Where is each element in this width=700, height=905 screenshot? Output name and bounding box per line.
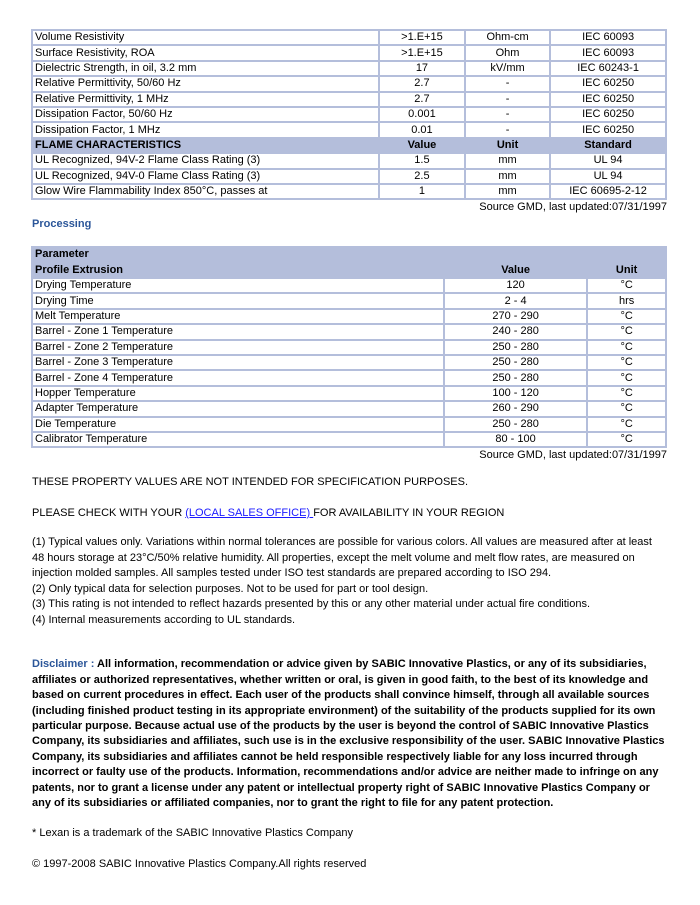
- flame-section-title: FLAME CHARACTERISTICS: [33, 139, 378, 152]
- property-value: 17: [380, 62, 464, 75]
- disclaimer: [32, 657, 667, 811]
- table-row: [33, 325, 665, 338]
- parameter-unit: °C: [588, 325, 665, 338]
- table-row: [33, 310, 665, 323]
- property-unit: kV/mm: [466, 62, 549, 75]
- footnote-1: (1) Typical values only. Variations within normal tolerances are possible for various colors. All values are measured after at least 48 hours storage at 23°C/50% relative humidity. All properties, except the melt volume and melt flow rates, are measured on injection molded samples. All samples tested under ISO test standards are prepared according to ISO 294.: [32, 536, 652, 580]
- property-value: >1.E+15: [380, 46, 464, 59]
- parameter-header: Parameter: [33, 248, 665, 261]
- parameter-value: 250 - 280: [445, 418, 586, 431]
- trademark-note: * Lexan is a trademark of the SABIC Innovative Plastics Company: [32, 827, 353, 840]
- parameter-value: 250 - 280: [445, 371, 586, 384]
- parameter-unit: °C: [588, 433, 665, 446]
- parameter-value: 250 - 280: [445, 356, 586, 369]
- footnotes: [32, 535, 667, 628]
- property-unit: mm: [466, 154, 549, 167]
- parameter-value: 270 - 290: [445, 310, 586, 323]
- parameter-unit: °C: [588, 387, 665, 400]
- property-value: 1.5: [380, 154, 464, 167]
- parameter-value: 80 - 100: [445, 433, 586, 446]
- source-note: Source GMD, last updated:07/31/1997: [479, 201, 667, 214]
- standard-column-header: Standard: [551, 139, 665, 152]
- disclaimer-text: All information, recommendation or advice given by SABIC Innovative Plastics, or any of its subsidiaries, affiliates or authorized representatives, whether written or oral, is given in good faith, to the best of its knowledge and based on current procedures in effect. Each user of the products shall convince himself, through all available sources (including finished product testing in its appropriate environment) of the suitability of the products supplied for its own particular purpose. Because actual use of the products by the user is beyond the control of SABIC Innovative Plastics Company, its subsidiaries and affiliates, such use is in the exclusive responsibility of the user. SABIC Innovative Plastics Company, its subsidiaries and affiliates cannot be held responsible respectively liable for any loss incurred through incorrect or faulty use of the products. Information, recommendations and/or advice are neither made to infringe on any patents, nor to grant a license under any patent or intellectual property right of SABIC Innovative Plastics Company or any of its subsidiaries or affiliated companies, nor to grant the right to file for any patent protection.: [32, 658, 665, 810]
- parameter-name: Barrel - Zone 3 Temperature: [33, 356, 443, 369]
- value-column-header: Value: [380, 139, 464, 152]
- property-standard: IEC 60250: [551, 108, 665, 121]
- table-row: [33, 108, 665, 121]
- property-unit: -: [466, 77, 549, 90]
- parameter-name: Hopper Temperature: [33, 387, 443, 400]
- availability-suffix: FOR AVAILABILITY IN YOUR REGION: [313, 506, 505, 519]
- disclaimer-label: Disclaimer :: [32, 658, 98, 671]
- table-row: [33, 279, 665, 292]
- property-name: Relative Permittivity, 50/60 Hz: [33, 77, 378, 90]
- table-row: [33, 170, 665, 183]
- property-name: Volume Resistivity: [33, 31, 378, 44]
- parameter-value: 250 - 280: [445, 341, 586, 354]
- footnote-4: (4) Internal measurements according to UL standards.: [32, 613, 296, 626]
- property-standard: UL 94: [551, 154, 665, 167]
- parameter-name: Melt Temperature: [33, 310, 443, 323]
- footnote-3: (3) This rating is not intended to reflect hazards presented by this or any other material under actual fire conditions.: [32, 598, 591, 611]
- property-standard: IEC 60243-1: [551, 62, 665, 75]
- table-row: [33, 371, 665, 384]
- value-column-header: Value: [445, 264, 586, 277]
- parameter-name: Die Temperature: [33, 418, 443, 431]
- property-value: 2.5: [380, 170, 464, 183]
- property-value: 0.01: [380, 123, 464, 136]
- property-name: Dissipation Factor, 1 MHz: [33, 123, 378, 136]
- parameter-unit: °C: [588, 310, 665, 323]
- parameter-name: Calibrator Temperature: [33, 433, 443, 446]
- property-value: 2.7: [380, 93, 464, 106]
- property-name: UL Recognized, 94V-2 Flame Class Rating (3): [33, 154, 378, 167]
- property-value: 2.7: [380, 77, 464, 90]
- flame-header-row: [33, 139, 665, 152]
- processing-subheader-row: [33, 264, 665, 277]
- table-row: [33, 341, 665, 354]
- table-row: [33, 433, 665, 446]
- property-name: Surface Resistivity, ROA: [33, 46, 378, 59]
- parameter-unit: hrs: [588, 294, 665, 307]
- table-row: [33, 77, 665, 90]
- table-row: [33, 387, 665, 400]
- property-name: UL Recognized, 94V-0 Flame Class Rating (3): [33, 170, 378, 183]
- property-standard: IEC 60695-2-12: [551, 185, 665, 198]
- availability-prefix: PLEASE CHECK WITH YOUR: [32, 506, 186, 519]
- parameter-name: Adapter Temperature: [33, 402, 443, 415]
- property-unit: Ohm-cm: [466, 31, 549, 44]
- table-row: [33, 418, 665, 431]
- availability-notice: [32, 506, 667, 522]
- table-row: [33, 46, 665, 59]
- parameter-unit: °C: [588, 356, 665, 369]
- table-row: [33, 93, 665, 106]
- parameter-unit: °C: [588, 402, 665, 415]
- footnote-2: (2) Only typical data for selection purposes. Not to be used for part or tool design.: [32, 582, 429, 595]
- table-row: [33, 402, 665, 415]
- table-row: [33, 294, 665, 307]
- copyright-note: © 1997-2008 SABIC Innovative Plastics Company.All rights reserved: [32, 857, 367, 870]
- property-standard: IEC 60250: [551, 123, 665, 136]
- parameter-value: 240 - 280: [445, 325, 586, 338]
- parameter-name: Barrel - Zone 2 Temperature: [33, 341, 443, 354]
- processing-header-row: [33, 248, 665, 261]
- property-name: Glow Wire Flammability Index 850°C, passes at: [33, 185, 378, 198]
- table-row: [33, 123, 665, 136]
- properties-table: [31, 29, 667, 200]
- local-sales-office-link[interactable]: (LOCAL SALES OFFICE): [185, 506, 314, 519]
- property-unit: mm: [466, 170, 549, 183]
- property-standard: IEC 60250: [551, 77, 665, 90]
- property-value: 0.001: [380, 108, 464, 121]
- parameter-name: Drying Temperature: [33, 279, 443, 292]
- spec-notice: THESE PROPERTY VALUES ARE NOT INTENDED FOR SPECIFICATION PURPOSES.: [32, 476, 469, 489]
- table-row: [33, 356, 665, 369]
- parameter-name: Barrel - Zone 4 Temperature: [33, 371, 443, 384]
- parameter-unit: °C: [588, 341, 665, 354]
- property-standard: IEC 60093: [551, 46, 665, 59]
- parameter-name: Barrel - Zone 1 Temperature: [33, 325, 443, 338]
- property-standard: IEC 60250: [551, 93, 665, 106]
- property-value: 1: [380, 185, 464, 198]
- parameter-value: 120: [445, 279, 586, 292]
- table-row: [33, 154, 665, 167]
- property-name: Relative Permittivity, 1 MHz: [33, 93, 378, 106]
- property-unit: -: [466, 108, 549, 121]
- property-unit: Ohm: [466, 46, 549, 59]
- table-row: [33, 62, 665, 75]
- profile-extrusion-header: Profile Extrusion: [33, 264, 443, 277]
- unit-column-header: Unit: [466, 139, 549, 152]
- parameter-value: 100 - 120: [445, 387, 586, 400]
- parameter-value: 2 - 4: [445, 294, 586, 307]
- datasheet-page: [32, 30, 667, 872]
- property-standard: IEC 60093: [551, 31, 665, 44]
- property-unit: mm: [466, 185, 549, 198]
- property-name: Dielectric Strength, in oil, 3.2 mm: [33, 62, 378, 75]
- parameter-unit: °C: [588, 371, 665, 384]
- parameter-unit: °C: [588, 279, 665, 292]
- property-unit: -: [466, 93, 549, 106]
- property-value: >1.E+15: [380, 31, 464, 44]
- table-row: [33, 185, 665, 198]
- unit-column-header: Unit: [588, 264, 665, 277]
- processing-section-title: Processing: [32, 218, 92, 231]
- processing-table: [31, 246, 667, 448]
- parameter-name: Drying Time: [33, 294, 443, 307]
- processing-source-note: Source GMD, last updated:07/31/1997: [479, 449, 667, 462]
- parameter-unit: °C: [588, 418, 665, 431]
- property-unit: -: [466, 123, 549, 136]
- property-name: Dissipation Factor, 50/60 Hz: [33, 108, 378, 121]
- property-standard: UL 94: [551, 170, 665, 183]
- table-row: [33, 31, 665, 44]
- parameter-value: 260 - 290: [445, 402, 586, 415]
